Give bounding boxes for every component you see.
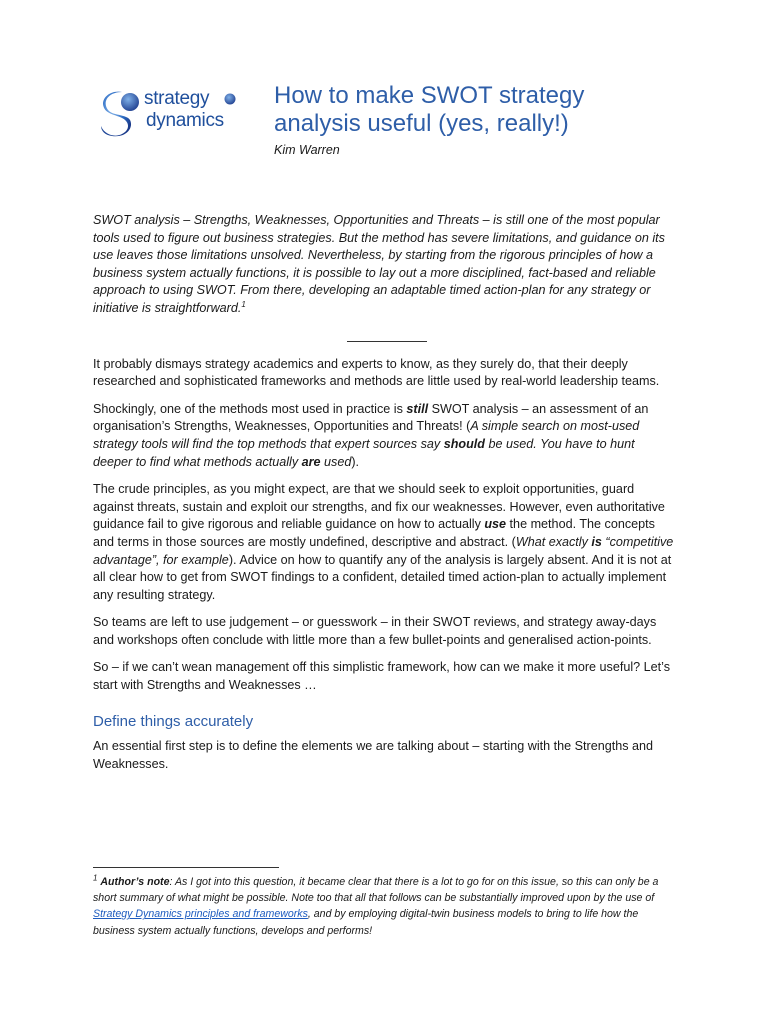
footnote-number: 1: [93, 873, 98, 883]
p3-italic-f: “competitive advantage”, for example: [93, 534, 674, 567]
p2-text-a: Shockingly, one of the methods most used in practice is: [93, 401, 407, 416]
footnote-text-a: : As I got into this question, it became clear that there is a lot to go for on this issue, so this can only be a short summary of what might be possible. Note too that all that follows can be substantially improved upon by the use of: [93, 876, 659, 905]
strategy-dynamics-link[interactable]: Strategy Dynamics principles and frameworks: [93, 908, 308, 921]
p3-text-g: ). Advice on how to quantify any of the analysis is largely absent. And it is not at all clear how to get from SWOT findings to a confident, detailed timed action-plan to actually implement any resulting strategy.: [93, 552, 672, 602]
p3-text-c: the method. The concepts and terms in those sources are mostly undefined, descriptive and abstract. (: [93, 517, 655, 549]
author-name: Kim Warren: [274, 143, 340, 157]
p2-italic-d: A simple search on most-used strategy tools will find the top methods that expert sources say: [93, 419, 640, 451]
p2-emphasis-should: should: [443, 436, 485, 451]
footnote-divider: [93, 867, 279, 868]
section-separator: [93, 330, 677, 344]
paragraph-3: [93, 481, 677, 604]
intro-text: SWOT analysis – Strengths, Weaknesses, Opportunities and Threats – is still one of the most popular tools used to figure out business strategies. But the method has severe limitations, and guidance on its use leaves those limitations unsolved. Nevertheless, by starting from the rigorous principles of how a business system actually functions, it is possible to lay out a more disciplined, fact-based and reliable approach to using SWOT. From there, developing an adaptable timed action-plan for any strategy or initiative is straightforward.: [93, 213, 665, 315]
strategy-dynamics-logo: [100, 88, 240, 148]
title-line-2: analysis useful (yes, really!): [274, 110, 569, 137]
p3-text-a: The crude principles, as you might expect, are that we should seek to exploit opportunities, guard against threats, sustain and exploit our strengths, and fix our weaknesses. However, even authoritative guidance fail to give rigorous and reliable guidance on how to actually: [93, 482, 665, 532]
p3-emphasis-use: use: [484, 517, 507, 532]
section-heading: Define things accurately: [93, 712, 254, 730]
document-body: [93, 212, 677, 783]
title-line-1: How to make SWOT strategy: [274, 82, 585, 109]
paragraph-2: [93, 401, 677, 471]
p3-italic-d: What exactly: [515, 534, 592, 549]
logo-wordmark-dynamics: dynamics: [146, 110, 224, 131]
footnote-label: Author’s note: [100, 876, 170, 888]
footnote: [93, 874, 677, 939]
p2-text-i: ).: [351, 454, 360, 469]
logo-wordmark-strategy: strategy: [144, 88, 210, 109]
p2-italic-h: used: [320, 454, 352, 469]
footnote-reference[interactable]: 1: [241, 299, 246, 309]
paragraph-6: An essential first step is to define the elements we are talking about – starting with the Strengths and Weaknesses.: [93, 739, 654, 771]
paragraph-5: So – if we can’t wean management off this simplistic framework, how can we make it more useful? Let’s start with Strengths and Weaknesses …: [93, 660, 671, 693]
p3-emphasis-is: is: [591, 534, 602, 549]
footnote-text-b: , and by employing digital-twin business models to bring to life how the business system actually functions, develops and performs!: [93, 908, 639, 937]
paragraph-1: It probably dismays strategy academics and experts to know, as they surely do, that their deeply researched and sophisticated frameworks and methods are little used by real-world leadership teams.: [93, 356, 660, 389]
paragraph-4: So teams are left to use judgement – or guesswork – in their SWOT reviews, and strategy away-days and workshops often conclude with little more than a few bullet-points and generalised action-points.: [93, 615, 657, 647]
p2-italic-f: be used. You have to hunt deeper to find what methods actually: [93, 436, 635, 469]
p2-emphasis-still: still: [406, 401, 429, 416]
intro-paragraph: [93, 212, 677, 318]
p2-emphasis-are: are: [301, 454, 321, 469]
p2-text-c: SWOT analysis – an assessment of an organisation’s Strengths, Weaknesses, Opportunities and Threats! (: [93, 401, 649, 434]
document-title: [274, 82, 694, 138]
